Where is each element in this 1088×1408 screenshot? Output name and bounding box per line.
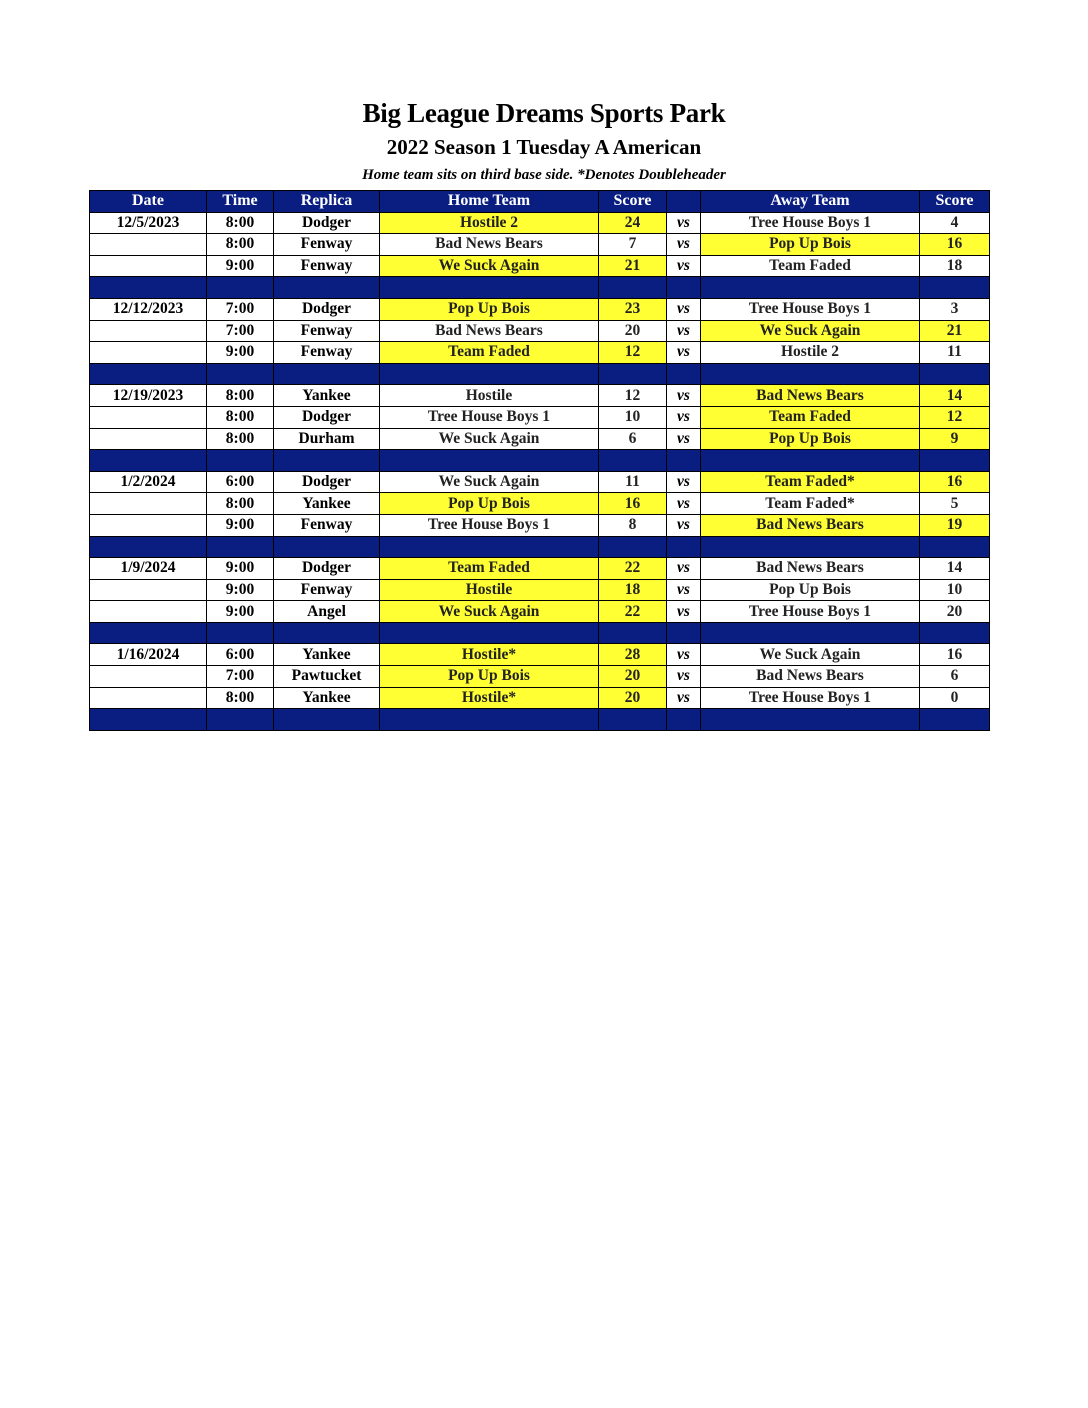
- home-score: 28: [599, 644, 667, 666]
- game-row: [90, 320, 990, 342]
- game-row: [90, 471, 990, 493]
- separator-cell: [207, 363, 274, 385]
- game-row: [90, 342, 990, 364]
- home-team: Tree House Boys 1: [380, 514, 599, 536]
- col-header-home-score: Score: [599, 191, 667, 213]
- vs-label: vs: [667, 558, 701, 580]
- game-time: 8:00: [207, 406, 274, 428]
- game-row: [90, 234, 990, 256]
- away-score: 9: [920, 428, 990, 450]
- game-time: 8:00: [207, 234, 274, 256]
- game-date: [90, 687, 207, 709]
- game-time: 9:00: [207, 601, 274, 623]
- game-replica: Fenway: [274, 342, 380, 364]
- game-time: 8:00: [207, 212, 274, 234]
- game-date: [90, 342, 207, 364]
- away-score: 20: [920, 601, 990, 623]
- col-header-date: Date: [90, 191, 207, 213]
- away-team: Tree House Boys 1: [701, 687, 920, 709]
- separator-cell: [701, 622, 920, 644]
- away-team: We Suck Again: [701, 320, 920, 342]
- separator-cell: [274, 363, 380, 385]
- page-subtitle: 2022 Season 1 Tuesday A American: [386, 135, 702, 159]
- away-team: Pop Up Bois: [701, 428, 920, 450]
- vs-label: vs: [667, 234, 701, 256]
- separator-cell: [920, 277, 990, 299]
- separator-cell: [274, 622, 380, 644]
- separator-cell: [207, 450, 274, 472]
- away-score: 16: [920, 644, 990, 666]
- separator-cell: [599, 622, 667, 644]
- away-team: Hostile 2: [701, 342, 920, 364]
- separator-cell: [207, 536, 274, 558]
- game-time: 8:00: [207, 385, 274, 407]
- game-date: 12/5/2023: [90, 212, 207, 234]
- separator-cell: [667, 709, 701, 731]
- away-score: 10: [920, 579, 990, 601]
- separator-cell: [380, 709, 599, 731]
- vs-label: vs: [667, 644, 701, 666]
- col-header-away-score: Score: [920, 191, 990, 213]
- game-time: 9:00: [207, 514, 274, 536]
- home-score: 18: [599, 579, 667, 601]
- home-score: 12: [599, 385, 667, 407]
- game-replica: Dodger: [274, 406, 380, 428]
- separator-cell: [701, 450, 920, 472]
- game-replica: Pawtucket: [274, 666, 380, 688]
- game-date: [90, 406, 207, 428]
- game-row: [90, 601, 990, 623]
- vs-label: vs: [667, 666, 701, 688]
- game-replica: Dodger: [274, 471, 380, 493]
- game-row: [90, 406, 990, 428]
- vs-label: vs: [667, 471, 701, 493]
- away-score: 0: [920, 687, 990, 709]
- col-header-vs: [667, 191, 701, 213]
- home-team: Team Faded: [380, 342, 599, 364]
- game-replica: Yankee: [274, 385, 380, 407]
- away-team: Tree House Boys 1: [701, 212, 920, 234]
- separator-cell: [274, 709, 380, 731]
- game-date: 12/19/2023: [90, 385, 207, 407]
- separator-cell: [920, 363, 990, 385]
- game-replica: Dodger: [274, 212, 380, 234]
- game-time: 6:00: [207, 471, 274, 493]
- separator-cell: [667, 536, 701, 558]
- schedule-table: [89, 190, 990, 731]
- away-score: 14: [920, 385, 990, 407]
- home-score: 16: [599, 493, 667, 515]
- vs-label: vs: [667, 320, 701, 342]
- game-date: [90, 666, 207, 688]
- home-score: 12: [599, 342, 667, 364]
- away-team: Team Faded*: [701, 471, 920, 493]
- home-score: 23: [599, 298, 667, 320]
- game-date: [90, 234, 207, 256]
- separator-cell: [380, 536, 599, 558]
- away-team: Bad News Bears: [701, 558, 920, 580]
- game-time: 7:00: [207, 320, 274, 342]
- separator-cell: [90, 363, 207, 385]
- col-header-home-team: Home Team: [380, 191, 599, 213]
- separator-cell: [90, 709, 207, 731]
- game-row: [90, 255, 990, 277]
- game-replica: Fenway: [274, 255, 380, 277]
- home-score: 24: [599, 212, 667, 234]
- week-separator: [90, 622, 990, 644]
- home-score: 7: [599, 234, 667, 256]
- game-time: 7:00: [207, 666, 274, 688]
- separator-cell: [599, 450, 667, 472]
- game-replica: Fenway: [274, 514, 380, 536]
- separator-cell: [380, 363, 599, 385]
- home-team: Pop Up Bois: [380, 493, 599, 515]
- game-date: [90, 579, 207, 601]
- home-team: Hostile*: [380, 687, 599, 709]
- home-team: Bad News Bears: [380, 234, 599, 256]
- away-score: 4: [920, 212, 990, 234]
- away-score: 21: [920, 320, 990, 342]
- separator-cell: [90, 450, 207, 472]
- away-score: 19: [920, 514, 990, 536]
- game-time: 6:00: [207, 644, 274, 666]
- vs-label: vs: [667, 601, 701, 623]
- home-score: 20: [599, 687, 667, 709]
- separator-cell: [667, 363, 701, 385]
- week-separator: [90, 450, 990, 472]
- game-replica: Dodger: [274, 298, 380, 320]
- vs-label: vs: [667, 406, 701, 428]
- vs-label: vs: [667, 493, 701, 515]
- away-score: 11: [920, 342, 990, 364]
- game-time: 8:00: [207, 687, 274, 709]
- game-date: 1/9/2024: [90, 558, 207, 580]
- game-time: 9:00: [207, 579, 274, 601]
- header-row: [90, 191, 990, 213]
- separator-cell: [90, 622, 207, 644]
- game-date: [90, 320, 207, 342]
- col-header-time: Time: [207, 191, 274, 213]
- game-time: 9:00: [207, 558, 274, 580]
- separator-cell: [380, 277, 599, 299]
- game-date: 12/12/2023: [90, 298, 207, 320]
- away-score: 3: [920, 298, 990, 320]
- home-score: 10: [599, 406, 667, 428]
- schedule-note: Home team sits on third base side. *Denotes Doubleheader: [362, 167, 726, 183]
- home-team: Pop Up Bois: [380, 298, 599, 320]
- game-row: [90, 298, 990, 320]
- separator-cell: [920, 709, 990, 731]
- game-replica: Angel: [274, 601, 380, 623]
- separator-cell: [667, 622, 701, 644]
- game-date: 1/16/2024: [90, 644, 207, 666]
- home-score: 22: [599, 558, 667, 580]
- col-header-replica: Replica: [274, 191, 380, 213]
- away-score: 16: [920, 234, 990, 256]
- vs-label: vs: [667, 687, 701, 709]
- separator-cell: [701, 277, 920, 299]
- vs-label: vs: [667, 342, 701, 364]
- separator-cell: [380, 450, 599, 472]
- away-team: We Suck Again: [701, 644, 920, 666]
- game-row: [90, 579, 990, 601]
- away-team: Tree House Boys 1: [701, 298, 920, 320]
- separator-cell: [207, 709, 274, 731]
- separator-cell: [207, 277, 274, 299]
- home-score: 21: [599, 255, 667, 277]
- vs-label: vs: [667, 579, 701, 601]
- game-row: [90, 666, 990, 688]
- game-time: 9:00: [207, 342, 274, 364]
- week-separator: [90, 536, 990, 558]
- game-replica: Durham: [274, 428, 380, 450]
- game-replica: Yankee: [274, 644, 380, 666]
- home-team: Hostile: [380, 579, 599, 601]
- week-separator: [90, 709, 990, 731]
- game-row: [90, 558, 990, 580]
- separator-cell: [274, 277, 380, 299]
- home-team: Tree House Boys 1: [380, 406, 599, 428]
- away-score: 16: [920, 471, 990, 493]
- separator-cell: [920, 622, 990, 644]
- away-team: Pop Up Bois: [701, 579, 920, 601]
- home-team: Team Faded: [380, 558, 599, 580]
- away-score: 12: [920, 406, 990, 428]
- separator-cell: [667, 277, 701, 299]
- away-team: Tree House Boys 1: [701, 601, 920, 623]
- home-score: 8: [599, 514, 667, 536]
- away-team: Team Faded*: [701, 493, 920, 515]
- home-team: We Suck Again: [380, 601, 599, 623]
- game-row: [90, 493, 990, 515]
- game-replica: Yankee: [274, 687, 380, 709]
- game-time: 8:00: [207, 428, 274, 450]
- game-row: [90, 514, 990, 536]
- separator-cell: [90, 536, 207, 558]
- home-score: 20: [599, 666, 667, 688]
- game-replica: Fenway: [274, 579, 380, 601]
- schedule-body: [90, 212, 990, 730]
- game-time: 8:00: [207, 493, 274, 515]
- separator-cell: [920, 450, 990, 472]
- home-score: 22: [599, 601, 667, 623]
- vs-label: vs: [667, 428, 701, 450]
- game-replica: Dodger: [274, 558, 380, 580]
- home-team: We Suck Again: [380, 255, 599, 277]
- game-row: [90, 644, 990, 666]
- game-row: [90, 385, 990, 407]
- home-team: Hostile*: [380, 644, 599, 666]
- separator-cell: [207, 622, 274, 644]
- vs-label: vs: [667, 514, 701, 536]
- game-date: [90, 255, 207, 277]
- home-score: 11: [599, 471, 667, 493]
- separator-cell: [599, 536, 667, 558]
- game-row: [90, 687, 990, 709]
- home-team: Bad News Bears: [380, 320, 599, 342]
- separator-cell: [701, 536, 920, 558]
- home-team: Hostile 2: [380, 212, 599, 234]
- separator-cell: [599, 277, 667, 299]
- separator-cell: [274, 450, 380, 472]
- game-date: 1/2/2024: [90, 471, 207, 493]
- week-separator: [90, 277, 990, 299]
- home-team: Pop Up Bois: [380, 666, 599, 688]
- game-row: [90, 428, 990, 450]
- home-team: We Suck Again: [380, 471, 599, 493]
- separator-cell: [90, 277, 207, 299]
- game-replica: Yankee: [274, 493, 380, 515]
- home-score: 20: [599, 320, 667, 342]
- home-team: We Suck Again: [380, 428, 599, 450]
- separator-cell: [599, 709, 667, 731]
- away-team: Bad News Bears: [701, 385, 920, 407]
- game-date: [90, 601, 207, 623]
- game-replica: Fenway: [274, 234, 380, 256]
- separator-cell: [701, 709, 920, 731]
- home-team: Hostile: [380, 385, 599, 407]
- home-score: 6: [599, 428, 667, 450]
- game-date: [90, 493, 207, 515]
- page-title: Big League Dreams Sports Park: [362, 98, 726, 128]
- separator-cell: [599, 363, 667, 385]
- separator-cell: [380, 622, 599, 644]
- away-team: Bad News Bears: [701, 666, 920, 688]
- away-score: 14: [920, 558, 990, 580]
- away-score: 5: [920, 493, 990, 515]
- away-team: Pop Up Bois: [701, 234, 920, 256]
- vs-label: vs: [667, 255, 701, 277]
- game-date: [90, 514, 207, 536]
- vs-label: vs: [667, 298, 701, 320]
- separator-cell: [920, 536, 990, 558]
- separator-cell: [667, 450, 701, 472]
- away-team: Team Faded: [701, 406, 920, 428]
- away-team: Bad News Bears: [701, 514, 920, 536]
- game-time: 7:00: [207, 298, 274, 320]
- week-separator: [90, 363, 990, 385]
- away-score: 6: [920, 666, 990, 688]
- away-score: 18: [920, 255, 990, 277]
- vs-label: vs: [667, 385, 701, 407]
- col-header-away-team: Away Team: [701, 191, 920, 213]
- separator-cell: [701, 363, 920, 385]
- separator-cell: [274, 536, 380, 558]
- game-row: [90, 212, 990, 234]
- game-replica: Fenway: [274, 320, 380, 342]
- vs-label: vs: [667, 212, 701, 234]
- game-time: 9:00: [207, 255, 274, 277]
- game-date: [90, 428, 207, 450]
- away-team: Team Faded: [701, 255, 920, 277]
